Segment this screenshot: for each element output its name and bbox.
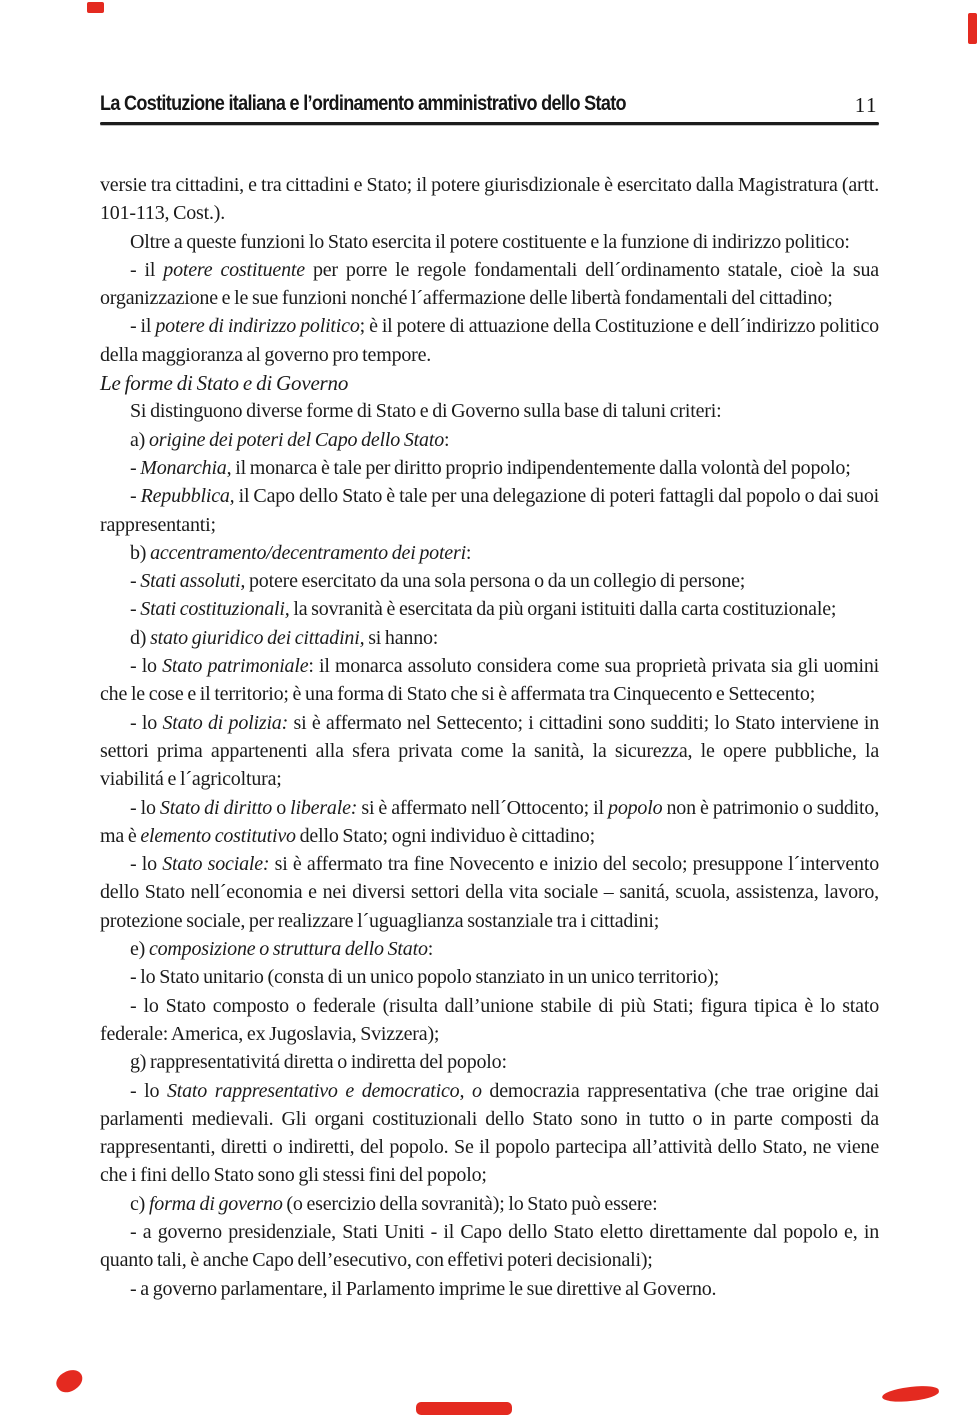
paragraph <box>100 595 879 623</box>
italic-run: Stato patrimoniale <box>162 655 309 678</box>
text-run: il Capo dello Stato è tale per una delegazione di poteri fattagli dal popolo o dai suoi rappresentanti; <box>100 485 880 536</box>
text-run: : il monarca assoluto considera come sua proprietà privata sia gli uomini che le cose e il territorio; è una forma di Stato che si è affermata tra Cinquecento e Settecento; <box>100 655 880 706</box>
paragraph <box>100 794 879 851</box>
forms-of-state-paragraphs <box>100 397 879 1303</box>
body-text <box>100 171 879 1303</box>
text-run: - lo <box>130 655 163 678</box>
text-run: o <box>272 796 291 819</box>
text-run: Oltre a queste funzioni lo Stato esercita il potere costituente e la funzione di indirizzo politico: <box>130 230 850 253</box>
text-run: d) <box>130 626 151 649</box>
italic-run: composizione o struttura dello Stato <box>148 938 428 961</box>
text-run: - lo Stato composto o federale (risulta dall’unione stabile di più Stati; figura tipica è lo stato federale: America, ex Jugoslavia, Svizzera); <box>100 994 879 1045</box>
italic-run: elemento costitutivo <box>140 824 296 847</box>
italic-run: Stati costituzionali, <box>140 598 290 621</box>
text-run: si è affermato nel Settecento; i cittadini sono sudditi; lo Stato interviene in settori prima appartenenti alla sfera privata come la sanità, la sicurezza, le opere pubbliche, la viabilitá e l´agricoltura; <box>100 711 880 791</box>
page-header <box>100 92 879 122</box>
text-run: : <box>465 541 472 564</box>
paragraph <box>100 1218 879 1275</box>
paragraph <box>100 709 879 794</box>
italic-run: stato giuridico dei cittadini, <box>150 626 365 649</box>
text-run: - a governo parlamentare, il Parlamento imprime le sue direttive al Governo. <box>130 1277 717 1300</box>
paragraph <box>100 1048 879 1076</box>
text-run: si è affermato tra fine Novecento e inizio del secolo; presuppone l´intervento dello Stato nell´economia e nei diversi settori della vita sociale – sanitá, scuola, assistenza, lavoro, protezione sociale, per realizzare l´uguaglianza sostanziale tra i cittadini; <box>100 853 880 932</box>
text-run: : <box>427 938 434 961</box>
text-run: - <box>130 485 141 508</box>
paragraph <box>100 850 879 935</box>
italic-run: accentramento/decentramento dei poteri <box>150 541 466 564</box>
paragraph <box>100 426 879 454</box>
paragraph <box>100 624 879 652</box>
text-run: per porre le regole fondamentali dell´ordinamento statale, cioè la sua organizzazione e le sue funzioni nonché l´affermazione delle libertà fondamentali del cittadino; <box>100 258 879 310</box>
paragraph <box>100 992 879 1049</box>
text-run: : <box>444 428 450 451</box>
text-run: - lo <box>130 1079 167 1102</box>
italic-run: Stato di diritto <box>159 796 273 819</box>
text-run: - a governo presidenziale, Stati Uniti - il Capo dello Stato eletto direttamente dal popolo e, in quanto tali, è anche Capo dell’esecutivo, con effetivi poteri decisionali); <box>100 1220 879 1272</box>
text-run: - lo <box>130 796 160 819</box>
text-run: b) <box>130 541 151 564</box>
running-head-title: La Costituzione italiana e l’ordinamento amministrativo dello Stato <box>100 92 626 115</box>
text-run: la sovranità è esercitata da più organi istituiti dalla carta costituzionale; <box>289 598 837 621</box>
paragraph <box>100 228 879 256</box>
paragraph <box>100 539 879 567</box>
text-run: dello Stato; ogni individuo è cittadino; <box>295 824 595 847</box>
text-run: c) <box>130 1192 149 1215</box>
text-run: non è patrimonio o suddito, ma è <box>100 796 879 847</box>
text-run: potere esercitato da una sola persona o da un collegio di persone; <box>245 570 746 593</box>
italic-run: Stato sociale: <box>162 853 270 876</box>
italic-run: liberale: <box>290 796 358 819</box>
text-run: e) <box>130 938 149 961</box>
italic-run: Stato rappresentativo e democratico, o <box>166 1079 482 1102</box>
text-run: - lo <box>130 853 163 876</box>
text-run: - lo <box>130 711 163 734</box>
red-scan-mark-bottom-right <box>881 1384 939 1405</box>
text-run: - <box>130 570 141 593</box>
paragraph <box>100 454 879 482</box>
text-run: ; è il potere di attuazione della Costituzione e dell´indirizzo politico della maggioranza al governo pro tempore. <box>100 315 879 366</box>
italic-run: forma di governo <box>148 1192 283 1215</box>
text-run: - <box>130 598 141 621</box>
paragraph <box>100 963 879 991</box>
italic-run: potere costituente <box>163 258 305 281</box>
text-run: , il monarca è tale per diritto proprio indipendentemente dalla volontà del popolo; <box>226 456 851 479</box>
text-run: (o esercizio della sovranità); lo Stato può essere: <box>282 1192 658 1215</box>
text-run: Si distinguono diverse forme di Stato e di Governo sulla base di taluni criteri: <box>130 400 722 423</box>
paragraph <box>100 567 879 595</box>
italic-run: Repubblica, <box>140 485 235 508</box>
italic-run: popolo <box>608 796 663 819</box>
paragraph <box>100 1275 879 1303</box>
red-scan-mark-bottom-center <box>416 1402 512 1415</box>
italic-run: Stati assoluti, <box>140 570 246 593</box>
italic-run: Stato di polizia: <box>162 711 289 734</box>
section-heading: Le forme di Stato e di Governo <box>100 371 349 396</box>
text-run: - lo Stato unitario (consta di un unico popolo stanziato in un unico territorio); <box>130 966 720 989</box>
page-number: 11 <box>854 93 878 117</box>
text-run: a) <box>130 428 149 451</box>
paragraph <box>100 256 879 313</box>
intro-paragraphs <box>100 171 879 369</box>
paragraph <box>100 397 879 425</box>
italic-run: Monarchia <box>140 456 227 479</box>
text-run: - <box>130 456 141 479</box>
italic-run: origine dei poteri del Capo dello Stato <box>148 428 444 451</box>
paragraph <box>100 171 879 228</box>
paragraph <box>100 482 879 539</box>
italic-run: potere di indirizzo politico <box>155 315 360 338</box>
red-scan-mark-bottom-left <box>53 1365 86 1396</box>
paragraph <box>100 1077 879 1190</box>
text-run: versie tra cittadini, e tra cittadini e Stato; il potere giurisdizionale è esercitato dalla Magistratura (artt. 101-113, Cost.). <box>100 174 879 225</box>
red-scan-mark-top-right-edge <box>968 13 977 44</box>
paragraph <box>100 652 879 709</box>
paragraph <box>100 1190 879 1218</box>
header-rule <box>100 122 879 125</box>
text-run: si hanno: <box>364 626 439 649</box>
text-run: - il <box>130 258 164 281</box>
paragraph <box>100 935 879 963</box>
red-scan-mark-top-left <box>87 2 104 13</box>
text-run: si è affermato nell´Ottocento; il <box>357 796 609 819</box>
text-run: democrazia rappresentativa (che trae origine dai parlamenti medievali. Gli organi costituzionali dello Stato sono in tutto o in parte composti da rappresentanti, diretti o indiretti, del popolo. Se il popolo partecipa all’attività dello Stato, ne viene che i fini dello Stato sono gli stessi fini del popolo; <box>100 1079 879 1187</box>
text-run: - il <box>130 315 156 338</box>
text-run: g) rappresentativitá diretta o indiretta del popolo: <box>130 1051 507 1074</box>
paragraph <box>100 312 879 369</box>
